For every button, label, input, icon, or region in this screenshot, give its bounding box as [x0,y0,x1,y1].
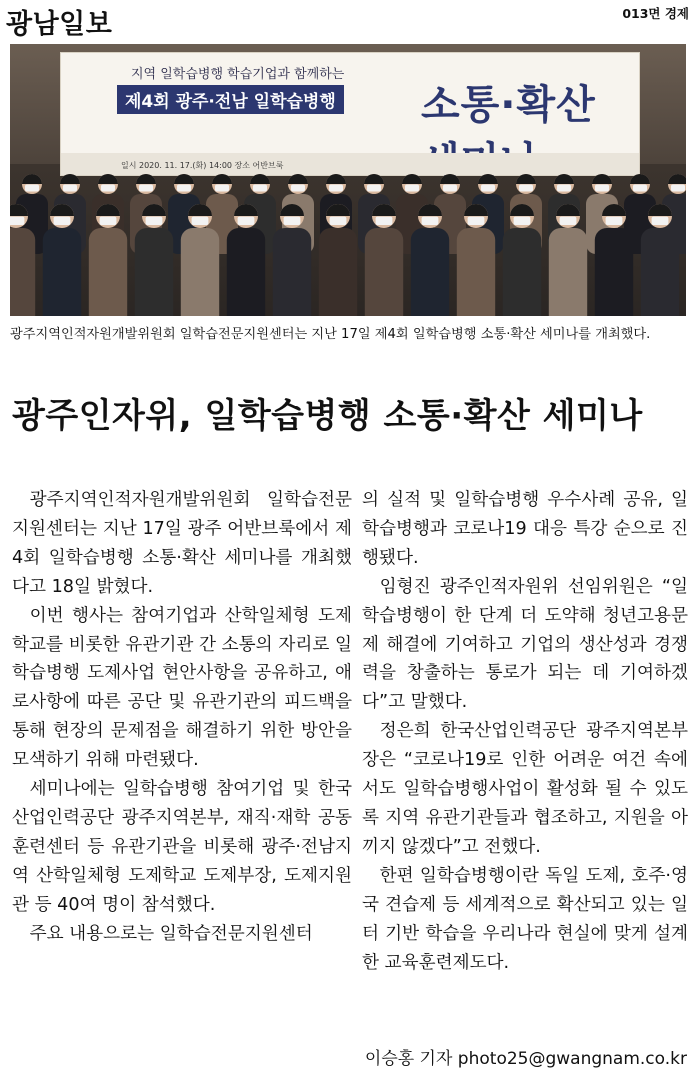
paragraph: 광주지역인적자원개발위원회 일학습전문지원센터는 지난 17일 광주 어반브룩에서 제4회 일학습병행 소통·확산 세미나를 개최했다고 18일 밝혔다. [12,490,352,597]
reporter-byline: 이승홍 기자 photo25@gwangnam.co.kr [364,1049,687,1069]
banner-event-name: 제4회 광주·전남 일학습병행 [117,85,344,114]
banner-date: 일시 2020. 11. 17.(화) 14:00 장소 어반브룩 [121,161,284,170]
article-photo [10,44,686,316]
newspaper-name: 광남일보 [6,9,113,40]
paragraph: 정은희 한국산업인력공단 광주지역본부장은 “코로나19로 인한 어려운 여건 속에서도 일학습병행사업이 활성화 될 수 있도록 지역 유관기관들과 협조하고, 지원을 아끼지 않겠다”고 전했다. [362,721,688,857]
group-of-attendees [10,154,686,316]
paragraph: 이번 행사는 참여기업과 산학일체형 도제학교를 비롯한 유관기관 간 소통의 자리로 일학습병행 도제사업 현안사항을 공유하고, 애로사항에 따른 공단 및 유관기관의 피드백을 통해 현장의 문제점을 해결하기 위한 방안을 모색하기 위해 마련됐다. [12,605,352,771]
paragraph: 의 실적 및 일학습병행 우수사례 공유, 일학습병행과 코로나19 대응 특강 순으로 진행됐다. [362,490,688,568]
paragraph: 임형진 광주인적자원위 선임위원은 “일학습병행이 한 단계 더 도약해 청년고용문제 해결에 기여하고 기업의 생산성과 경쟁력을 창출하는 통로가 되는 데 기여하겠다”고 말했다. [362,576,688,713]
paragraph: 세미나에는 일학습병행 참여기업 및 한국산업인력공단 광주지역본부, 재직·재학 공동훈련센터 등 유관기관을 비롯해 광주·전남지역 산학일체형 도제학교 도제부장, 도제지원관 등 40여 명이 참석했다. [12,779,352,915]
article-column-left [12,486,352,949]
article-column-right [362,486,688,977]
page-info: 013면 경제 [622,6,689,21]
photo-caption: 광주지역인적자원개발위원회 일학습전문지원센터는 지난 17일 제4회 일학습병행 소통·확산 세미나를 개최했다. [10,327,651,342]
masthead [0,0,695,40]
paragraph: 주요 내용으로는 일학습전문지원센터 [29,923,313,944]
banner-subtitle: 지역 일학습병행 학습기업과 함께하는 [131,67,345,82]
banner-title: 소통·확산 [421,82,596,128]
article-headline: 광주인자위, 일학습병행 소통·확산 세미나 [12,396,643,436]
paragraph: 한편 일학습병행이란 독일 도제, 호주·영국 견습제 등 세계적으로 확산되고 있는 일터 기반 학습을 우리나라 현실에 맞게 설계한 교육훈련제도다. [362,865,688,973]
